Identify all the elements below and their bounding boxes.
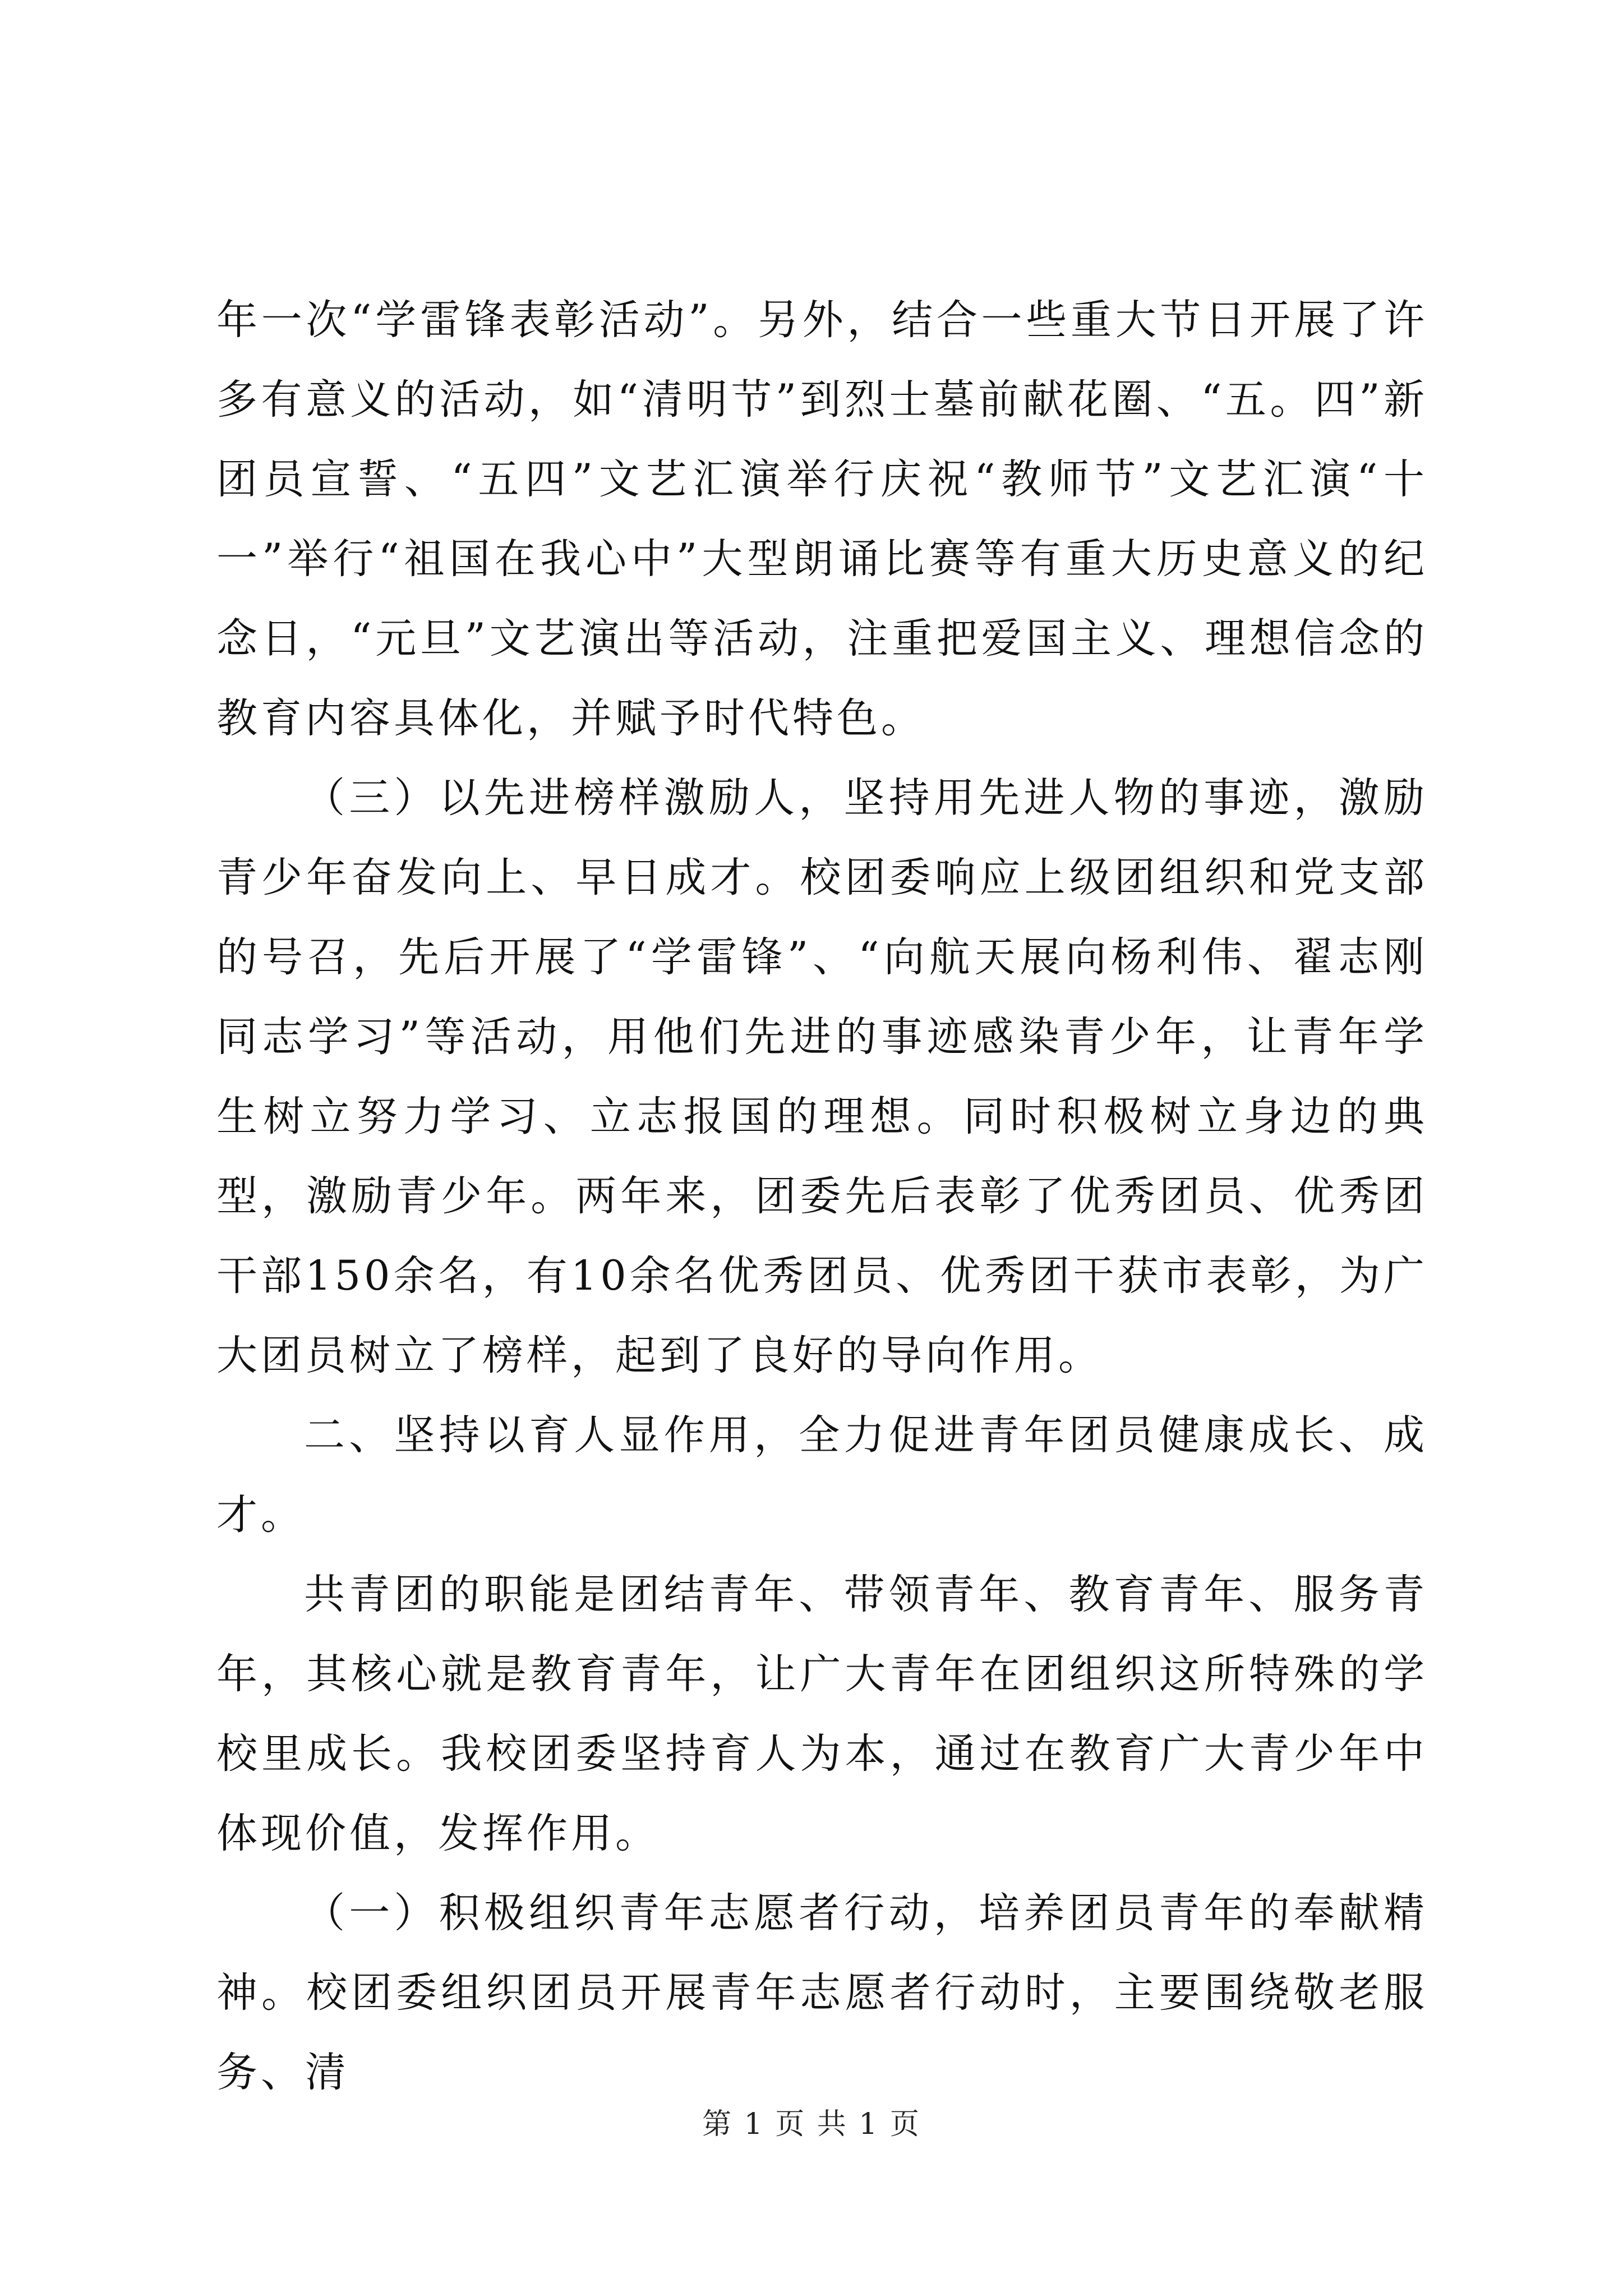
- section-heading-two: 二、坚持以育人显作用，全力促进青年团员健康成长、成才。: [216, 1411, 1428, 1539]
- paragraph-league-function: 共青团的职能是团结青年、带领青年、教育青年、服务青年，其核心就是教育青年，让广大青年在团组织这所特殊的学校里成长。我校团委坚持育人为本，通过在教育广大青少年中体现价值，发挥作用。: [216, 1571, 1428, 1857]
- paragraph-volunteer: （一）积极组织青年志愿者行动，培养团员青年的奉献精神。校团委组织团员开展青年志愿者行动时，主要围绕敬老服务、清: [216, 1889, 1428, 2096]
- paragraph-role-models: （三）以先进榜样激励人，坚持用先进人物的事迹，激励青少年奋发向上、早日成才。校团委响应上级团组织和党支部的号召，先后开展了“学雷锋”、“向航天展向杨利伟、翟志刚同志学习”等活动，用他们先进的事迹感染青少年，让青年学生树立努力学习、立志报国的理想。同时积极树立身边的典型，激励青少年。两年来，团委先后表彰了优秀团员、优秀团干部150余名，有10余名优秀团员、优秀团干获市表彰，为广大团员树立了榜样，起到了良好的导向作用。: [216, 774, 1428, 1379]
- page-number-footer: 第 1 页 共 1 页: [702, 2108, 921, 2141]
- body-text: [216, 280, 1428, 2113]
- paragraph-activities: 年一次“学雷锋表彰活动”。另外，结合一些重大节日开展了许多有意义的活动，如“清明节”到烈士墓前献花圈、“五。四”新团员宣誓、“五四”文艺汇演举行庆祝“教师节”文艺汇演“十一”举行“祖国在我心中”大型朗诵比赛等有重大历史意义的纪念日，“元旦”文艺演出等活动，注重把爱国主义、理想信念的教育内容具体化，并赋予时代特色。: [216, 296, 1428, 742]
